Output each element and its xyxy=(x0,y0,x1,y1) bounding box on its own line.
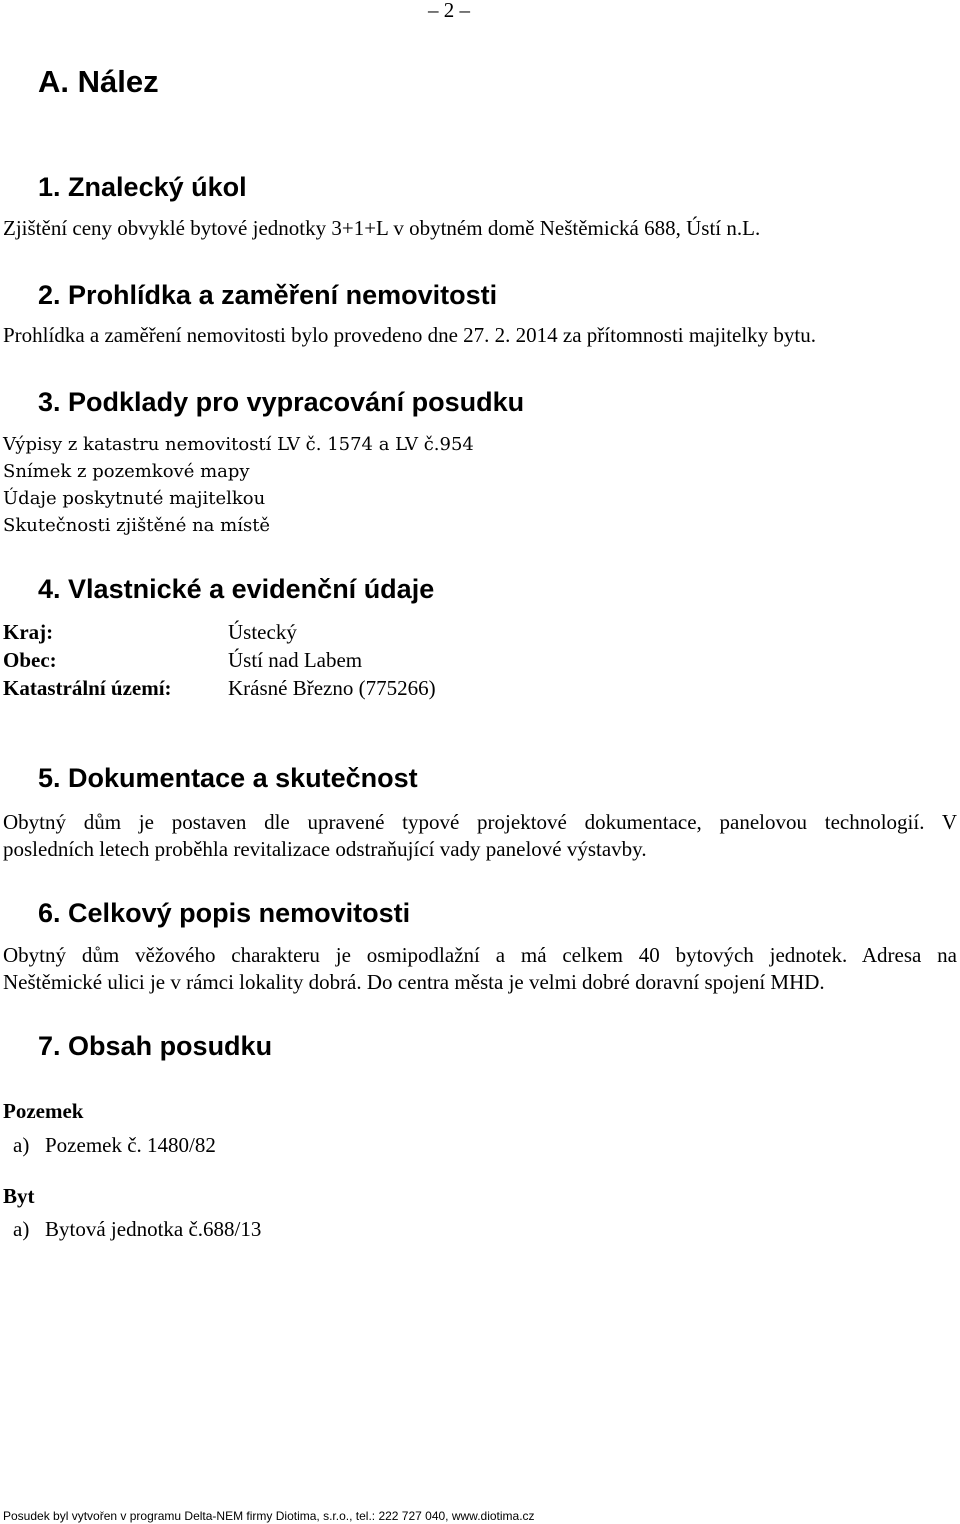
list-item-flat xyxy=(13,1217,261,1242)
row-label: Obec: xyxy=(3,648,57,672)
group-heading-flat: Byt xyxy=(3,1184,35,1208)
item-marker: a) xyxy=(13,1133,30,1157)
heading-number: 4. xyxy=(38,574,61,604)
row-label: Katastrální území: xyxy=(3,676,172,700)
item-marker: a) xyxy=(13,1217,30,1241)
heading-number: 7. xyxy=(38,1031,61,1061)
table-row xyxy=(3,646,436,674)
list-item: Výpisy z katastru nemovitostí LV č. 1574 a LV č.954 xyxy=(3,434,474,455)
description-paragraph xyxy=(3,942,957,996)
item-text: Bytová jednotka č.688/13 xyxy=(45,1217,262,1241)
item-text: Pozemek č. 1480/82 xyxy=(45,1133,216,1157)
heading-number: 2. xyxy=(38,280,61,310)
list-item: Snímek z pozemkové mapy xyxy=(3,461,250,482)
heading-number: 3. xyxy=(38,387,61,417)
heading-2 xyxy=(38,280,497,311)
group-heading-land: Pozemek xyxy=(3,1099,84,1123)
heading-text: Znalecký úkol xyxy=(68,172,247,202)
heading-text: Vlastnické a evidenční údaje xyxy=(68,574,435,604)
paragraph-line: Neštěmické ulici je v rámci lokality dobrá. Do centra města je velmi dobré doravní spojení MHD. xyxy=(3,970,825,994)
list-item-land xyxy=(13,1133,216,1158)
page-number: – 2 – xyxy=(428,0,470,22)
sources-list xyxy=(3,431,474,539)
heading-5 xyxy=(38,763,418,794)
heading-text: Dokumentace a skutečnost xyxy=(68,763,418,793)
task-text: Zjištění ceny obvyklé bytové jednotky 3+1+L v obytném domě Neštěmická 688, Ústí n.L. xyxy=(3,216,761,240)
row-value: Krásné Březno (775266) xyxy=(228,676,436,700)
footer-note: Posudek byl vytvořen v programu Delta-NEM firmy Diotima, s.r.o., tel.: 222 727 040, www.diotima.cz xyxy=(3,1509,535,1523)
heading-number: 6. xyxy=(38,898,61,928)
heading-text: Celkový popis nemovitosti xyxy=(68,898,411,928)
section-title: A. Nález xyxy=(38,64,159,99)
paragraph-line: Obytný dům věžového charakteru je osmipodlažní a má celkem 40 bytových jednotek. Adresa na xyxy=(3,943,957,967)
heading-text: Obsah posudku xyxy=(68,1031,273,1061)
inspection-text: Prohlídka a zaměření nemovitosti bylo provedeno dne 27. 2. 2014 za přítomnosti majitelky bytu. xyxy=(3,323,817,347)
heading-4 xyxy=(38,574,434,605)
table-row xyxy=(3,618,436,646)
paragraph-line: Obytný dům je postaven dle upravené typové projektové dokumentace, panelovou technologií. V xyxy=(3,810,957,834)
row-value: Ústí nad Labem xyxy=(228,648,363,672)
heading-text: Prohlídka a zaměření nemovitosti xyxy=(68,280,498,310)
paragraph-line: posledních letech proběhla revitalizace odstraňující vady panelové výstavby. xyxy=(3,837,647,861)
heading-number: 1. xyxy=(38,172,61,202)
heading-number: 5. xyxy=(38,763,61,793)
list-item: Skutečnosti zjištěné na místě xyxy=(3,515,271,536)
documentation-paragraph xyxy=(3,809,957,863)
table-row xyxy=(3,674,436,702)
heading-7 xyxy=(38,1031,272,1062)
heading-text: Podklady pro vypracování posudku xyxy=(68,387,525,417)
list-item: Údaje poskytnuté majitelkou xyxy=(3,488,266,509)
heading-1 xyxy=(38,172,247,203)
heading-6 xyxy=(38,898,410,929)
row-label: Kraj: xyxy=(3,620,54,644)
heading-3 xyxy=(38,387,524,418)
ownership-table xyxy=(3,618,436,702)
row-value: Ústecký xyxy=(228,620,297,644)
